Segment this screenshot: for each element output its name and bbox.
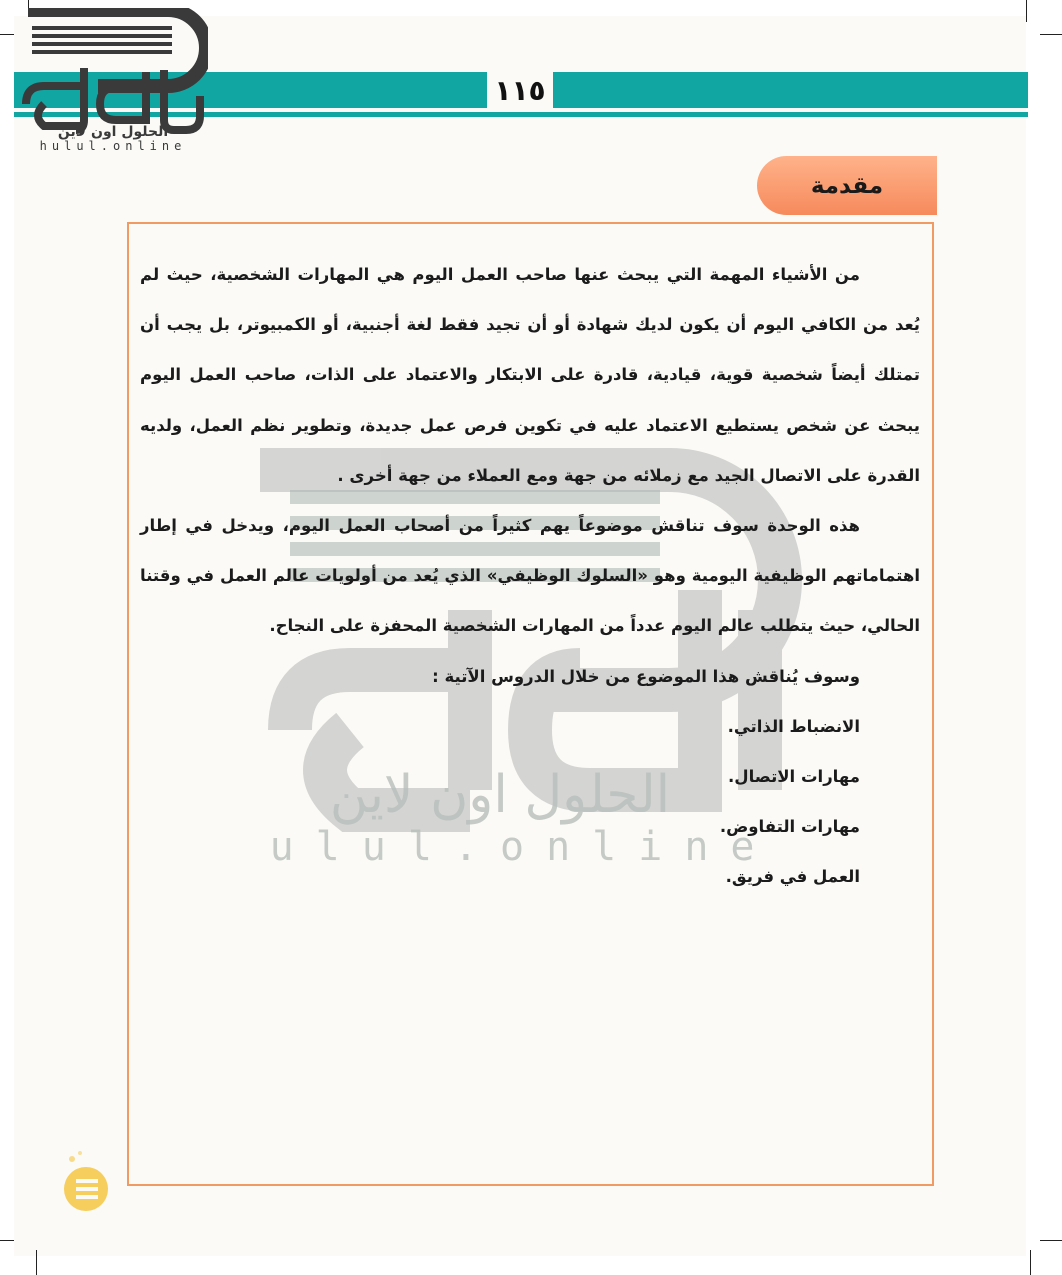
watermark-latin-text: hulul.online xyxy=(250,824,777,870)
crop-mark xyxy=(1030,1250,1031,1275)
logo-latin-text: hulul.online xyxy=(39,139,187,153)
lesson-item: الانضباط الذاتي. xyxy=(727,716,860,736)
crop-mark xyxy=(1040,1240,1062,1241)
crop-mark xyxy=(1040,34,1062,35)
page-number: ١١٥ xyxy=(487,72,553,108)
site-logo xyxy=(18,8,208,153)
hulul-logo-graphic xyxy=(18,8,208,153)
lesson-item: العمل في فريق. xyxy=(725,867,860,887)
crop-mark xyxy=(36,1250,37,1275)
intro-text xyxy=(140,250,920,903)
section-title: مقدمة xyxy=(757,156,937,215)
crop-mark xyxy=(0,34,14,35)
crop-mark xyxy=(0,1240,14,1241)
paragraph-2: هذه الوحدة سوف تناقش موضوعاً يهم كثيراً من أصحاب العمل اليوم، ويدخل في إطار اهتماماتهم الوظيفية اليومية وهو «السلوك الوظيفي» الذي يُعد من أولويات عالم العمل في وقتنا الحالي، حيث يتطلب عالم اليوم عدداً من المهارات الشخصية المحفزة على النجاح. xyxy=(140,516,920,636)
corner-logo xyxy=(58,1145,114,1215)
crop-mark xyxy=(1026,0,1027,22)
lesson-item: مهارات التفاوض. xyxy=(719,817,860,837)
lessons-intro: وسوف يُناقش هذا الموضوع من خلال الدروس الآتية : xyxy=(432,666,860,686)
lesson-item: مهارات الاتصال. xyxy=(728,767,860,787)
paragraph-1: من الأشياء المهمة التي يبحث عنها صاحب العمل اليوم هي المهارات الشخصية، حيث لم يُعد من الكافي اليوم أن يكون لديك شهادة أو أن تجيد فقط لغة أجنبية، أو الكمبيوتر، بل يجب أن تمتلك أيضاً شخصية قوية، قيادية، قادرة على الابتكار والاعتماد على الذات، صاحب العمل اليوم يبحث عن شخص يستطيع الاعتماد عليه في تكوين فرص عمل جديدة، وتطوير نظم العمل، ولديه القدرة على الاتصال الجيد مع زملائه من جهة ومع العملاء من جهة أخرى . xyxy=(140,265,920,485)
corner-logo-icon xyxy=(58,1145,114,1215)
logo-arabic-text: الحلول اون لاين xyxy=(57,124,169,140)
watermark-arabic-text: الحلول اون لاين xyxy=(329,765,671,825)
